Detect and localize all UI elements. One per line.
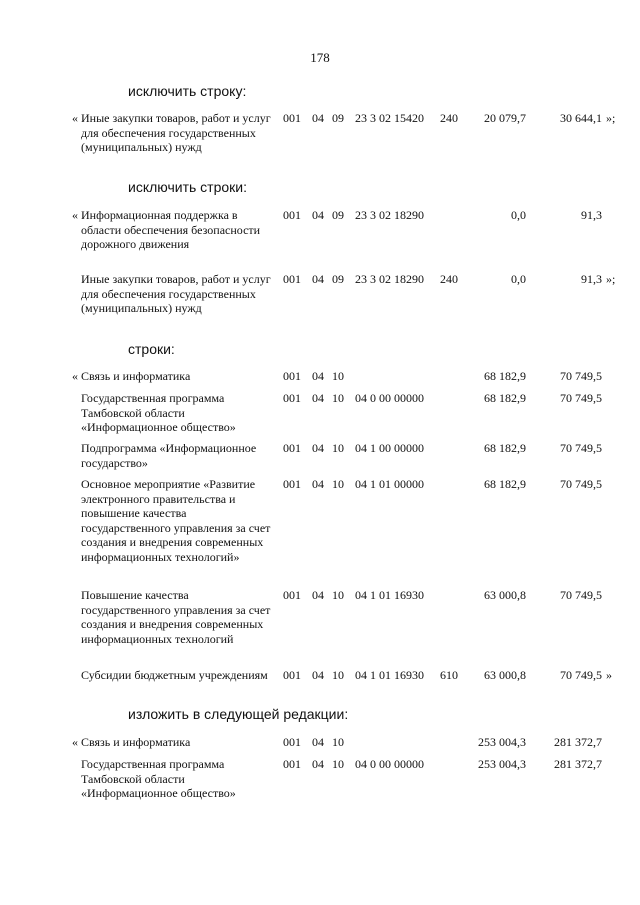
close-quote: »: [606, 668, 612, 682]
row-name: Связь и информатика: [81, 735, 191, 749]
row-name: Иные закупки товаров, работ и услуг для обеспечения государственных (муниципальных) нужд: [81, 111, 271, 155]
code-subsection: 10: [332, 735, 344, 749]
code-ministry: 001: [283, 208, 301, 222]
code-ministry: 001: [283, 391, 301, 405]
value-year-1: 68 182,9: [484, 477, 526, 491]
row-name: Субсидии бюджетным учреждениям: [81, 668, 268, 682]
code-section: 04: [312, 441, 324, 455]
code-subsection: 10: [332, 369, 344, 383]
open-quote: «: [72, 735, 78, 749]
code-target: 04 1 00 00000: [355, 441, 424, 455]
code-subsection: 10: [332, 588, 344, 602]
row-name: Повышение качества государственного управления за счет создания и внедрения современных информационных технологий: [81, 588, 271, 646]
value-year-1: 20 079,7: [484, 111, 526, 125]
row-name: Государственная программа Тамбовской области «Информационное общество»: [81, 391, 236, 435]
code-section: 04: [312, 208, 324, 222]
open-quote: «: [72, 111, 78, 125]
value-year-1: 63 000,8: [484, 588, 526, 602]
code-expense-type: 610: [440, 668, 458, 682]
code-subsection: 09: [332, 208, 344, 222]
value-year-2: 70 749,5: [560, 441, 602, 455]
code-section: 04: [312, 757, 324, 771]
value-year-1: 68 182,9: [484, 369, 526, 383]
section-heading: изложить в следующей редакции:: [128, 706, 349, 722]
code-subsection: 10: [332, 757, 344, 771]
code-expense-type: 240: [440, 272, 458, 286]
value-year-2: 70 749,5: [560, 588, 602, 602]
page-number: 178: [310, 50, 330, 65]
code-section: 04: [312, 111, 324, 125]
code-ministry: 001: [283, 111, 301, 125]
row-name: Связь и информатика: [81, 369, 191, 383]
code-target: 04 0 00 00000: [355, 391, 424, 405]
code-target: 23 3 02 15420: [355, 111, 424, 125]
close-quote: »;: [606, 272, 616, 286]
open-quote: «: [72, 369, 78, 383]
row-name: Подпрограмма «Информационное государство»: [81, 441, 257, 470]
value-year-1: 0,0: [511, 208, 526, 222]
row-name: Основное мероприятие «Развитие электронного правительства и повышение качества государственного управления за счет создания и внедрения современных информационных технологий»: [81, 477, 271, 564]
value-year-1: 63 000,8: [484, 668, 526, 682]
value-year-2: 281 372,7: [554, 735, 602, 749]
value-year-2: 91,3: [581, 272, 602, 286]
code-section: 04: [312, 735, 324, 749]
code-ministry: 001: [283, 369, 301, 383]
code-ministry: 001: [283, 735, 301, 749]
code-ministry: 001: [283, 668, 301, 682]
code-ministry: 001: [283, 272, 301, 286]
code-target: 04 1 01 16930: [355, 588, 424, 602]
code-section: 04: [312, 272, 324, 286]
open-quote: «: [72, 208, 78, 222]
value-year-1: 253 004,3: [478, 757, 526, 771]
code-target: 23 3 02 18290: [355, 272, 424, 286]
code-section: 04: [312, 588, 324, 602]
value-year-2: 70 749,5: [560, 369, 602, 383]
value-year-2: 30 644,1: [560, 111, 602, 125]
row-name: Государственная программа Тамбовской области «Информационное общество»: [81, 757, 236, 801]
code-subsection: 10: [332, 668, 344, 682]
close-quote: »;: [606, 111, 616, 125]
code-expense-type: 240: [440, 111, 458, 125]
section-heading: строки:: [128, 341, 175, 357]
section-heading: исключить строку:: [128, 83, 247, 99]
code-ministry: 001: [283, 588, 301, 602]
code-target: 23 3 02 18290: [355, 208, 424, 222]
value-year-2: 281 372,7: [554, 757, 602, 771]
code-target: 04 0 00 00000: [355, 757, 424, 771]
value-year-1: 68 182,9: [484, 441, 526, 455]
value-year-1: 68 182,9: [484, 391, 526, 405]
row-name: Иные закупки товаров, работ и услуг для обеспечения государственных (муниципальных) нужд: [81, 272, 271, 316]
code-subsection: 09: [332, 272, 344, 286]
value-year-1: 253 004,3: [478, 735, 526, 749]
row-name: Информационная поддержка в области обеспечения безопасности дорожного движения: [81, 208, 261, 252]
code-section: 04: [312, 391, 324, 405]
code-ministry: 001: [283, 757, 301, 771]
value-year-1: 0,0: [511, 272, 526, 286]
code-subsection: 10: [332, 391, 344, 405]
code-section: 04: [312, 369, 324, 383]
section-heading: исключить строки:: [128, 179, 247, 195]
code-subsection: 09: [332, 111, 344, 125]
code-section: 04: [312, 477, 324, 491]
value-year-2: 91,3: [581, 208, 602, 222]
code-subsection: 10: [332, 441, 344, 455]
value-year-2: 70 749,5: [560, 391, 602, 405]
code-ministry: 001: [283, 441, 301, 455]
code-section: 04: [312, 668, 324, 682]
code-ministry: 001: [283, 477, 301, 491]
value-year-2: 70 749,5: [560, 477, 602, 491]
code-target: 04 1 01 16930: [355, 668, 424, 682]
value-year-2: 70 749,5: [560, 668, 602, 682]
code-subsection: 10: [332, 477, 344, 491]
code-target: 04 1 01 00000: [355, 477, 424, 491]
